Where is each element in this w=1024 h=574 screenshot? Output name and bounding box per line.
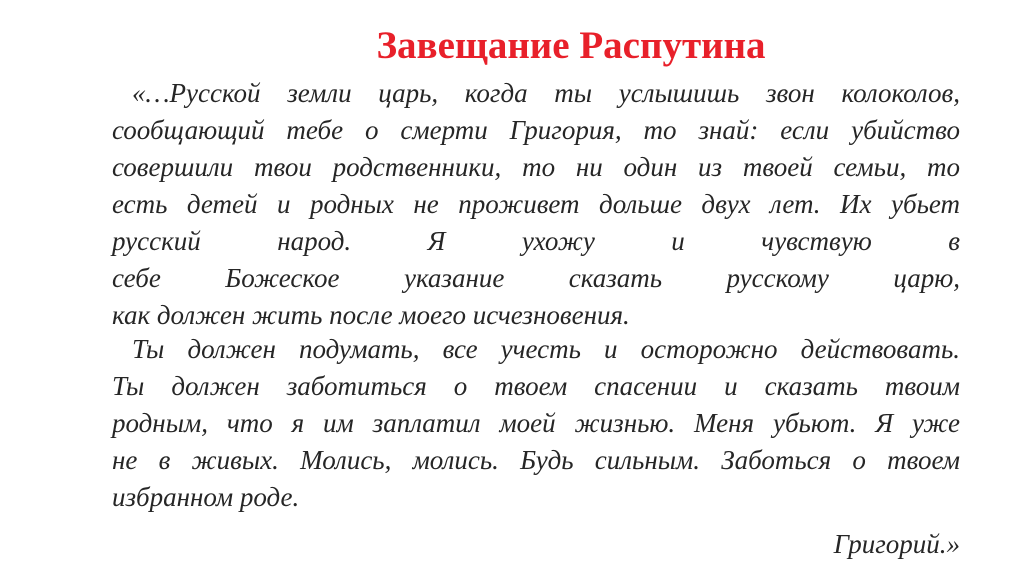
text-line: себе Божеское указание сказать русскому царю,: [112, 263, 960, 293]
signature: Григорий.»: [833, 529, 960, 559]
text-line: русский народ. Я ухожу и чувствую в: [112, 226, 960, 256]
text-line: «…Русской земли царь, когда ты услышишь звон колоколов,: [132, 78, 960, 108]
text-line: не в живых. Молись, молись. Будь сильным. Заботься о твоем: [112, 445, 960, 475]
paragraph-2: [112, 331, 960, 516]
text-line: сообщающий тебе о смерти Григория, то знай: если убийство: [112, 115, 960, 145]
text-line: как должен жить после моего исчезновения.: [112, 300, 630, 330]
text-line: совершили твои родственники, то ни один из твоей семьи, то: [112, 152, 960, 182]
text-line: избранном роде.: [112, 482, 300, 512]
slide-title: Завещание Распутина: [376, 24, 766, 67]
text-line: Ты должен подумать, все учесть и осторожно действовать.: [132, 334, 960, 364]
text-line: есть детей и родных не проживет дольше двух лет. Их убьет: [112, 189, 960, 219]
text-line: Ты должен заботиться о твоем спасении и сказать твоим: [112, 371, 960, 401]
paragraph-1: [112, 75, 960, 334]
text-line: родным, что я им заплатил моей жизнью. Меня убьют. Я уже: [112, 408, 960, 438]
